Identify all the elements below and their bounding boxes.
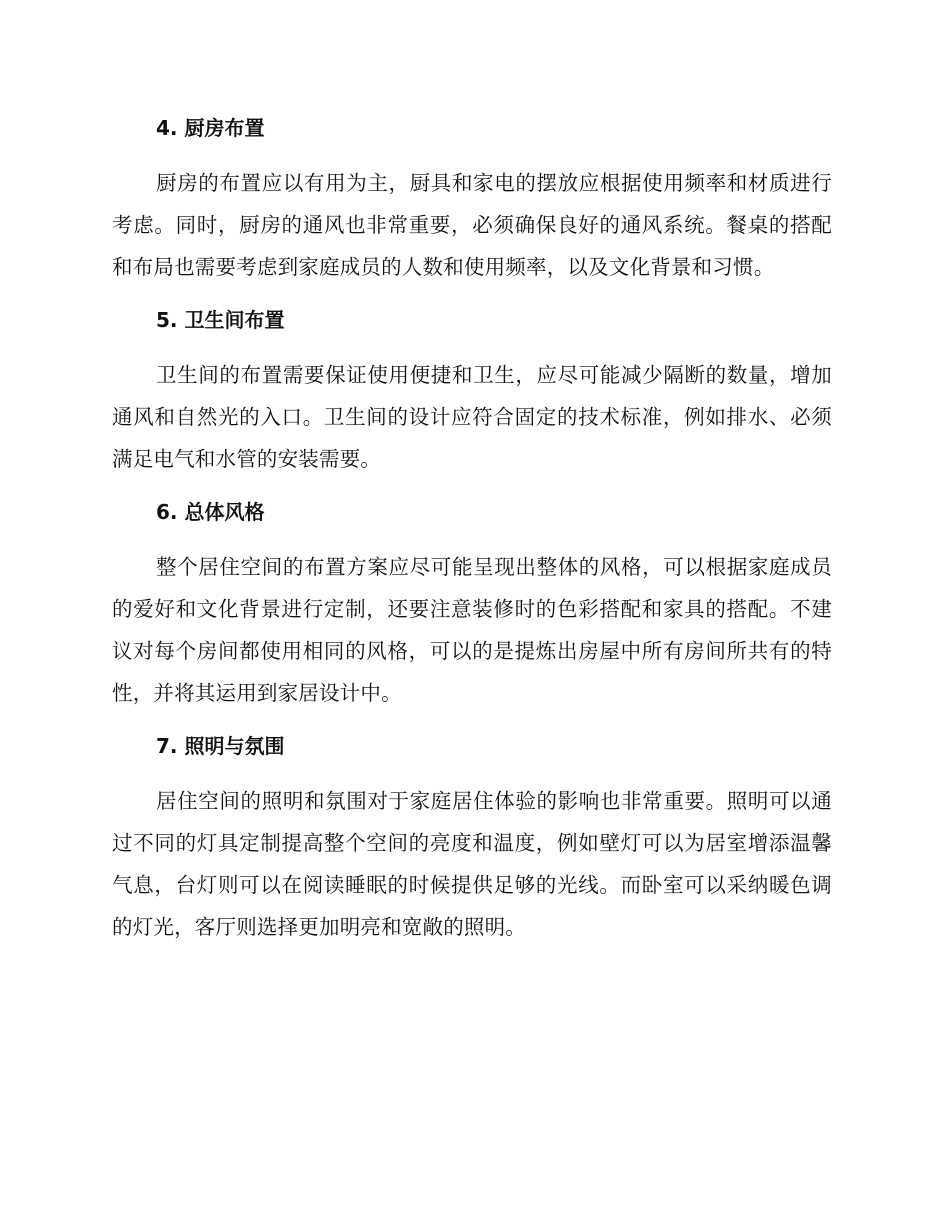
section-kitchen-layout (112, 108, 832, 288)
section-paragraph: 整个居住空间的布置方案应尽可能呈现出整体的风格，可以根据家庭成员的爱好和文化背景进行定制，还要注意装修时的色彩搭配和家具的搭配。不建议对每个房间都使用相同的风格，可以的是提炼出房屋中所有房间所共有的特性，并将其运用到家居设计中。 (112, 555, 832, 705)
section-lighting-atmosphere (112, 726, 832, 948)
section-paragraph: 居住空间的照明和氛围对于家庭居住体验的影响也非常重要。照明可以通过不同的灯具定制提高整个空间的亮度和温度，例如壁灯可以为居室增添温馨气息，台灯则可以在阅读睡眠的时候提供足够的光线。而卧室可以采纳暖色调的灯光，客厅则选择更加明亮和宽敞的照明。 (112, 789, 832, 939)
section-heading: 6. 总体风格 (156, 500, 265, 524)
document-body (112, 108, 832, 960)
section-bathroom-layout (112, 300, 832, 480)
section-heading: 7. 照明与氛围 (156, 734, 285, 758)
section-overall-style (112, 492, 832, 714)
section-heading: 4. 厨房布置 (156, 116, 265, 140)
section-paragraph: 卫生间的布置需要保证使用便捷和卫生，应尽可能减少隔断的数量，增加通风和自然光的入口。卫生间的设计应符合固定的技术标准，例如排水、必须满足电气和水管的安装需要。 (112, 363, 832, 471)
section-heading: 5. 卫生间布置 (156, 308, 285, 332)
section-paragraph: 厨房的布置应以有用为主，厨具和家电的摆放应根据使用频率和材质进行考虑。同时，厨房的通风也非常重要，必须确保良好的通风系统。餐桌的搭配和布局也需要考虑到家庭成员的人数和使用频率，以及文化背景和习惯。 (112, 171, 832, 279)
